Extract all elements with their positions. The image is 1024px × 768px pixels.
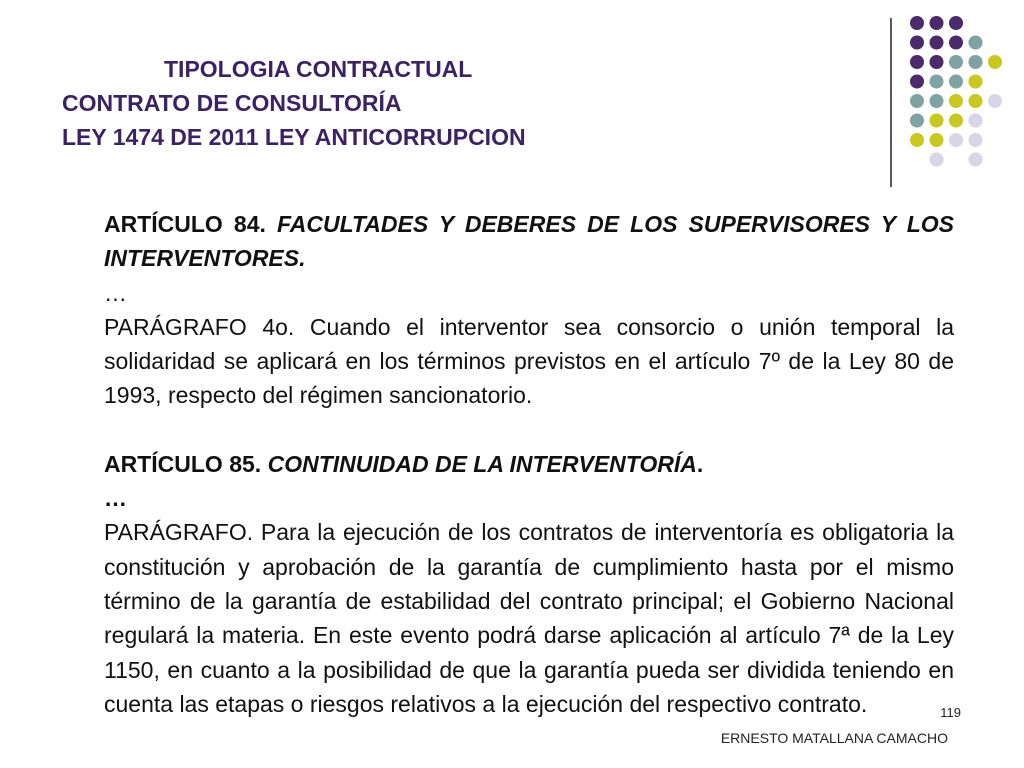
article-85-label: ARTÍCULO 85. [104, 450, 268, 477]
decor-dot [969, 55, 983, 69]
header-title-line3: LEY 1474 DE 2011 LEY ANTICORRUPCION [62, 124, 526, 150]
decor-dot [988, 94, 1002, 108]
decor-dot [910, 114, 924, 128]
header-title-line1: TIPOLOGIA CONTRACTUAL [164, 56, 473, 82]
article-84-paragraph: PARÁGRAFO 4o. Cuando el interventor sea consorcio o unión temporal la solidaridad se aplicará en los términos previstos en el artículo 7º de la Ley 80 de 1993, respecto del régimen sancionatorio. [104, 313, 954, 409]
decor-dot [949, 75, 963, 89]
decor-dot [930, 94, 944, 108]
article-85-period: . [696, 450, 704, 477]
decor-dot [969, 75, 983, 89]
decor-dot [969, 153, 983, 167]
decor-dot [910, 55, 924, 69]
article-85-title: CONTINUIDAD DE LA INTERVENTORÍA [267, 450, 697, 477]
decor-dot [949, 36, 963, 50]
decor-dot [949, 94, 963, 108]
page-number: 119 [940, 705, 961, 720]
ellipsis-1: … [104, 279, 127, 306]
article-85-paragraph: PARÁGRAFO. Para la ejecución de los contratos de interventoría es obligatoria la constitución y aprobación de la garantía de cumplimiento hasta por el mismo término de la garantía de estabilidad del contrato principal; el Gobierno Nacional regulará la materia. En este evento podrá darse aplicación al artículo 7ª de la Ley 1150, en cuanto a la posibilidad de que la garantía pueda ser dividida teniendo en cuenta las etapas o riesgos relativos a la ejecución del respectivo contrato. [104, 519, 954, 717]
decor-dot [930, 153, 944, 167]
decor-dot [930, 36, 944, 50]
decor-dot [949, 55, 963, 69]
article-body [104, 207, 954, 721]
decor-dot [910, 36, 924, 50]
decor-dot [969, 114, 983, 128]
decor-dot [949, 133, 963, 147]
decor-dot [910, 16, 924, 30]
decor-dot [930, 55, 944, 69]
ellipsis-2: … [104, 485, 127, 512]
decor-dot [949, 114, 963, 128]
decor-dot [930, 16, 944, 30]
decor-dot [969, 36, 983, 50]
decor-dot [930, 75, 944, 89]
decor-dot [930, 114, 944, 128]
decorative-dot-grid [0, 0, 1024, 200]
decor-dot [969, 133, 983, 147]
author-name: ERNESTO MATALLANA CAMACHO [720, 730, 948, 746]
decor-dot [949, 16, 963, 30]
decor-dot [988, 55, 1002, 69]
article-84-title: FACULTADES Y DEBERES DE LOS SUPERVISORES Y LOS INTERVENTORES. [104, 211, 954, 272]
article-84-heading [104, 207, 954, 276]
decor-dot [930, 133, 944, 147]
header-title-line2: CONTRATO DE CONSULTORÍA [62, 90, 402, 116]
article-84-label: ARTÍCULO 84. [104, 211, 277, 237]
decor-dot [969, 94, 983, 108]
decor-dot [910, 75, 924, 89]
decor-dot [910, 94, 924, 108]
decor-dot [910, 133, 924, 147]
article-85-heading [104, 447, 954, 481]
